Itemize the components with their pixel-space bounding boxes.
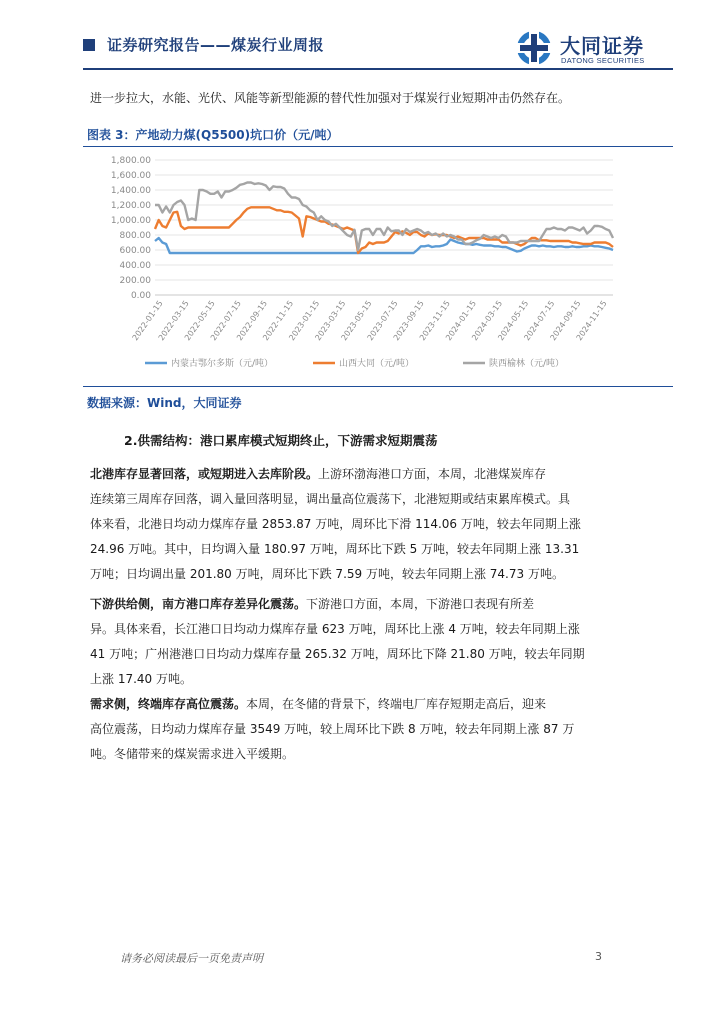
- logo-mark-icon: [512, 26, 556, 70]
- figure-bottom-rule: [83, 386, 673, 387]
- x-tick-label: 2022-03-15: [156, 298, 191, 343]
- paragraph-lead: 需求侧，终端库存高位震荡。: [90, 697, 247, 711]
- x-tick-label: 2023-05-15: [339, 298, 374, 343]
- header-rule: [83, 68, 673, 70]
- paragraph-line: 上涨 17.40 万吨。: [90, 672, 192, 686]
- y-tick-label: 1,800.00: [110, 156, 151, 166]
- chart-series: [155, 183, 613, 254]
- x-tick-label: 2023-01-15: [287, 298, 322, 343]
- paragraph-line: 高位震荡，日均动力煤库存量 3549 万吨，较上周环比下跌 8 万吨，较去年同期上涨 87 万: [90, 722, 575, 736]
- page-number: 3: [595, 950, 602, 963]
- x-tick-label: 2024-09-15: [548, 298, 583, 343]
- y-tick-label: 800.00: [119, 231, 151, 241]
- paragraph-line: 吨。冬储带来的煤炭需求进入平缓期。: [90, 747, 295, 761]
- paragraph-line: 体来看，北港日均动力煤库存量 2853.87 万吨，周环比下滑 114.06 万吨，较去年同期上涨: [90, 517, 581, 531]
- y-tick-label: 1,600.00: [110, 171, 151, 181]
- x-tick-label: 2023-07-15: [365, 298, 400, 343]
- data-source: 数据来源：Wind，大同证券: [87, 396, 242, 410]
- figure-top-rule: [83, 146, 673, 147]
- paragraph-demand: [90, 692, 670, 767]
- x-tick-label: 2023-09-15: [391, 298, 426, 343]
- report-title: 证券研究报告——煤炭行业周报: [107, 36, 325, 54]
- x-tick-label: 2022-01-15: [130, 298, 165, 343]
- y-tick-label: 600.00: [119, 246, 151, 256]
- legend-label: 内蒙古鄂尔多斯（元/吨）: [171, 359, 274, 369]
- logo-subtitle: DATONG SECURITIES: [561, 56, 645, 65]
- logo-name: 大同证券: [560, 34, 644, 58]
- price-line-chart: [83, 150, 673, 380]
- y-tick-label: 400.00: [119, 261, 151, 271]
- x-tick-label: 2024-01-15: [444, 298, 479, 343]
- chart-legend: [145, 357, 564, 369]
- x-tick-label: 2024-03-15: [470, 298, 505, 343]
- y-tick-label: 1,200.00: [110, 201, 151, 211]
- chart-x-axis: [131, 299, 609, 342]
- y-tick-label: 0.00: [130, 291, 151, 301]
- x-tick-label: 2024-05-15: [496, 298, 531, 343]
- x-tick-label: 2023-11-15: [417, 298, 452, 343]
- legend-label: 山西大同（元/吨）: [339, 359, 415, 369]
- legend-label: 陕西榆林（元/吨）: [489, 359, 565, 369]
- paragraph-line: 41 万吨；广州港港口日均动力煤库存量 265.32 万吨，周环比下降 21.80 万吨，较去年同期: [90, 647, 585, 661]
- paragraph-south-port: [90, 592, 670, 692]
- y-tick-label: 1,400.00: [110, 186, 151, 196]
- x-tick-label: 2024-07-15: [522, 298, 557, 343]
- disclaimer-note: 请务必阅读最后一页免责声明: [120, 952, 263, 965]
- x-tick-label: 2022-09-15: [235, 298, 270, 343]
- paragraph-lead: 下游供给侧，南方港口库存差异化震荡。: [90, 597, 307, 611]
- section-heading: 2.供需结构：港口累库模式短期终止，下游需求短期震荡: [124, 433, 438, 448]
- paragraph-lead: 北港库存显著回落，或短期进入去库阶段。: [90, 467, 319, 481]
- paragraph-north-port: [90, 462, 670, 587]
- paragraph-line: 异。具体来看，长江港口日均动力煤库存量 623 万吨，周环比上涨 4 万吨，较去年同期上涨: [90, 622, 580, 636]
- x-tick-label: 2022-05-15: [182, 298, 217, 343]
- paragraph-line: 下游港口方面，本周，下游港口表现有所差: [306, 597, 535, 611]
- figure-caption: 图表 3：产地动力煤(Q5500)坑口价（元/吨）: [87, 128, 339, 142]
- chart-y-axis: [111, 156, 151, 301]
- intro-paragraph: 进一步拉大，水能、光伏、风能等新型能源的替代性加强对于煤炭行业短期冲击仍然存在。: [90, 91, 571, 105]
- paragraph-line: 24.96 万吨。其中，日均调入量 180.97 万吨，周环比下跌 5 万吨，较去年同期上涨 13.31: [90, 542, 580, 556]
- y-tick-label: 200.00: [119, 276, 151, 286]
- x-tick-label: 2022-07-15: [208, 298, 243, 343]
- paragraph-line: 上游环渤海港口方面，本周，北港煤炭库存: [318, 467, 547, 481]
- x-tick-label: 2023-03-15: [313, 298, 348, 343]
- x-tick-label: 2022-11-15: [261, 298, 296, 343]
- paragraph-line: 本周，在冬储的背景下，终端电厂库存短期走高后，迎来: [246, 697, 547, 711]
- paragraph-line: 连续第三周库存回落，调入量回落明显，调出量高位震荡下，北港短期或结束累库模式。具: [90, 492, 571, 506]
- header-marker: [83, 39, 95, 51]
- x-tick-label: 2024-11-15: [574, 298, 609, 343]
- company-logo: [512, 26, 672, 70]
- paragraph-line: 万吨；日均调出量 201.80 万吨，周环比下跌 7.59 万吨，较去年同期上涨 74.73 万吨。: [90, 567, 564, 581]
- y-tick-label: 1,000.00: [110, 216, 151, 226]
